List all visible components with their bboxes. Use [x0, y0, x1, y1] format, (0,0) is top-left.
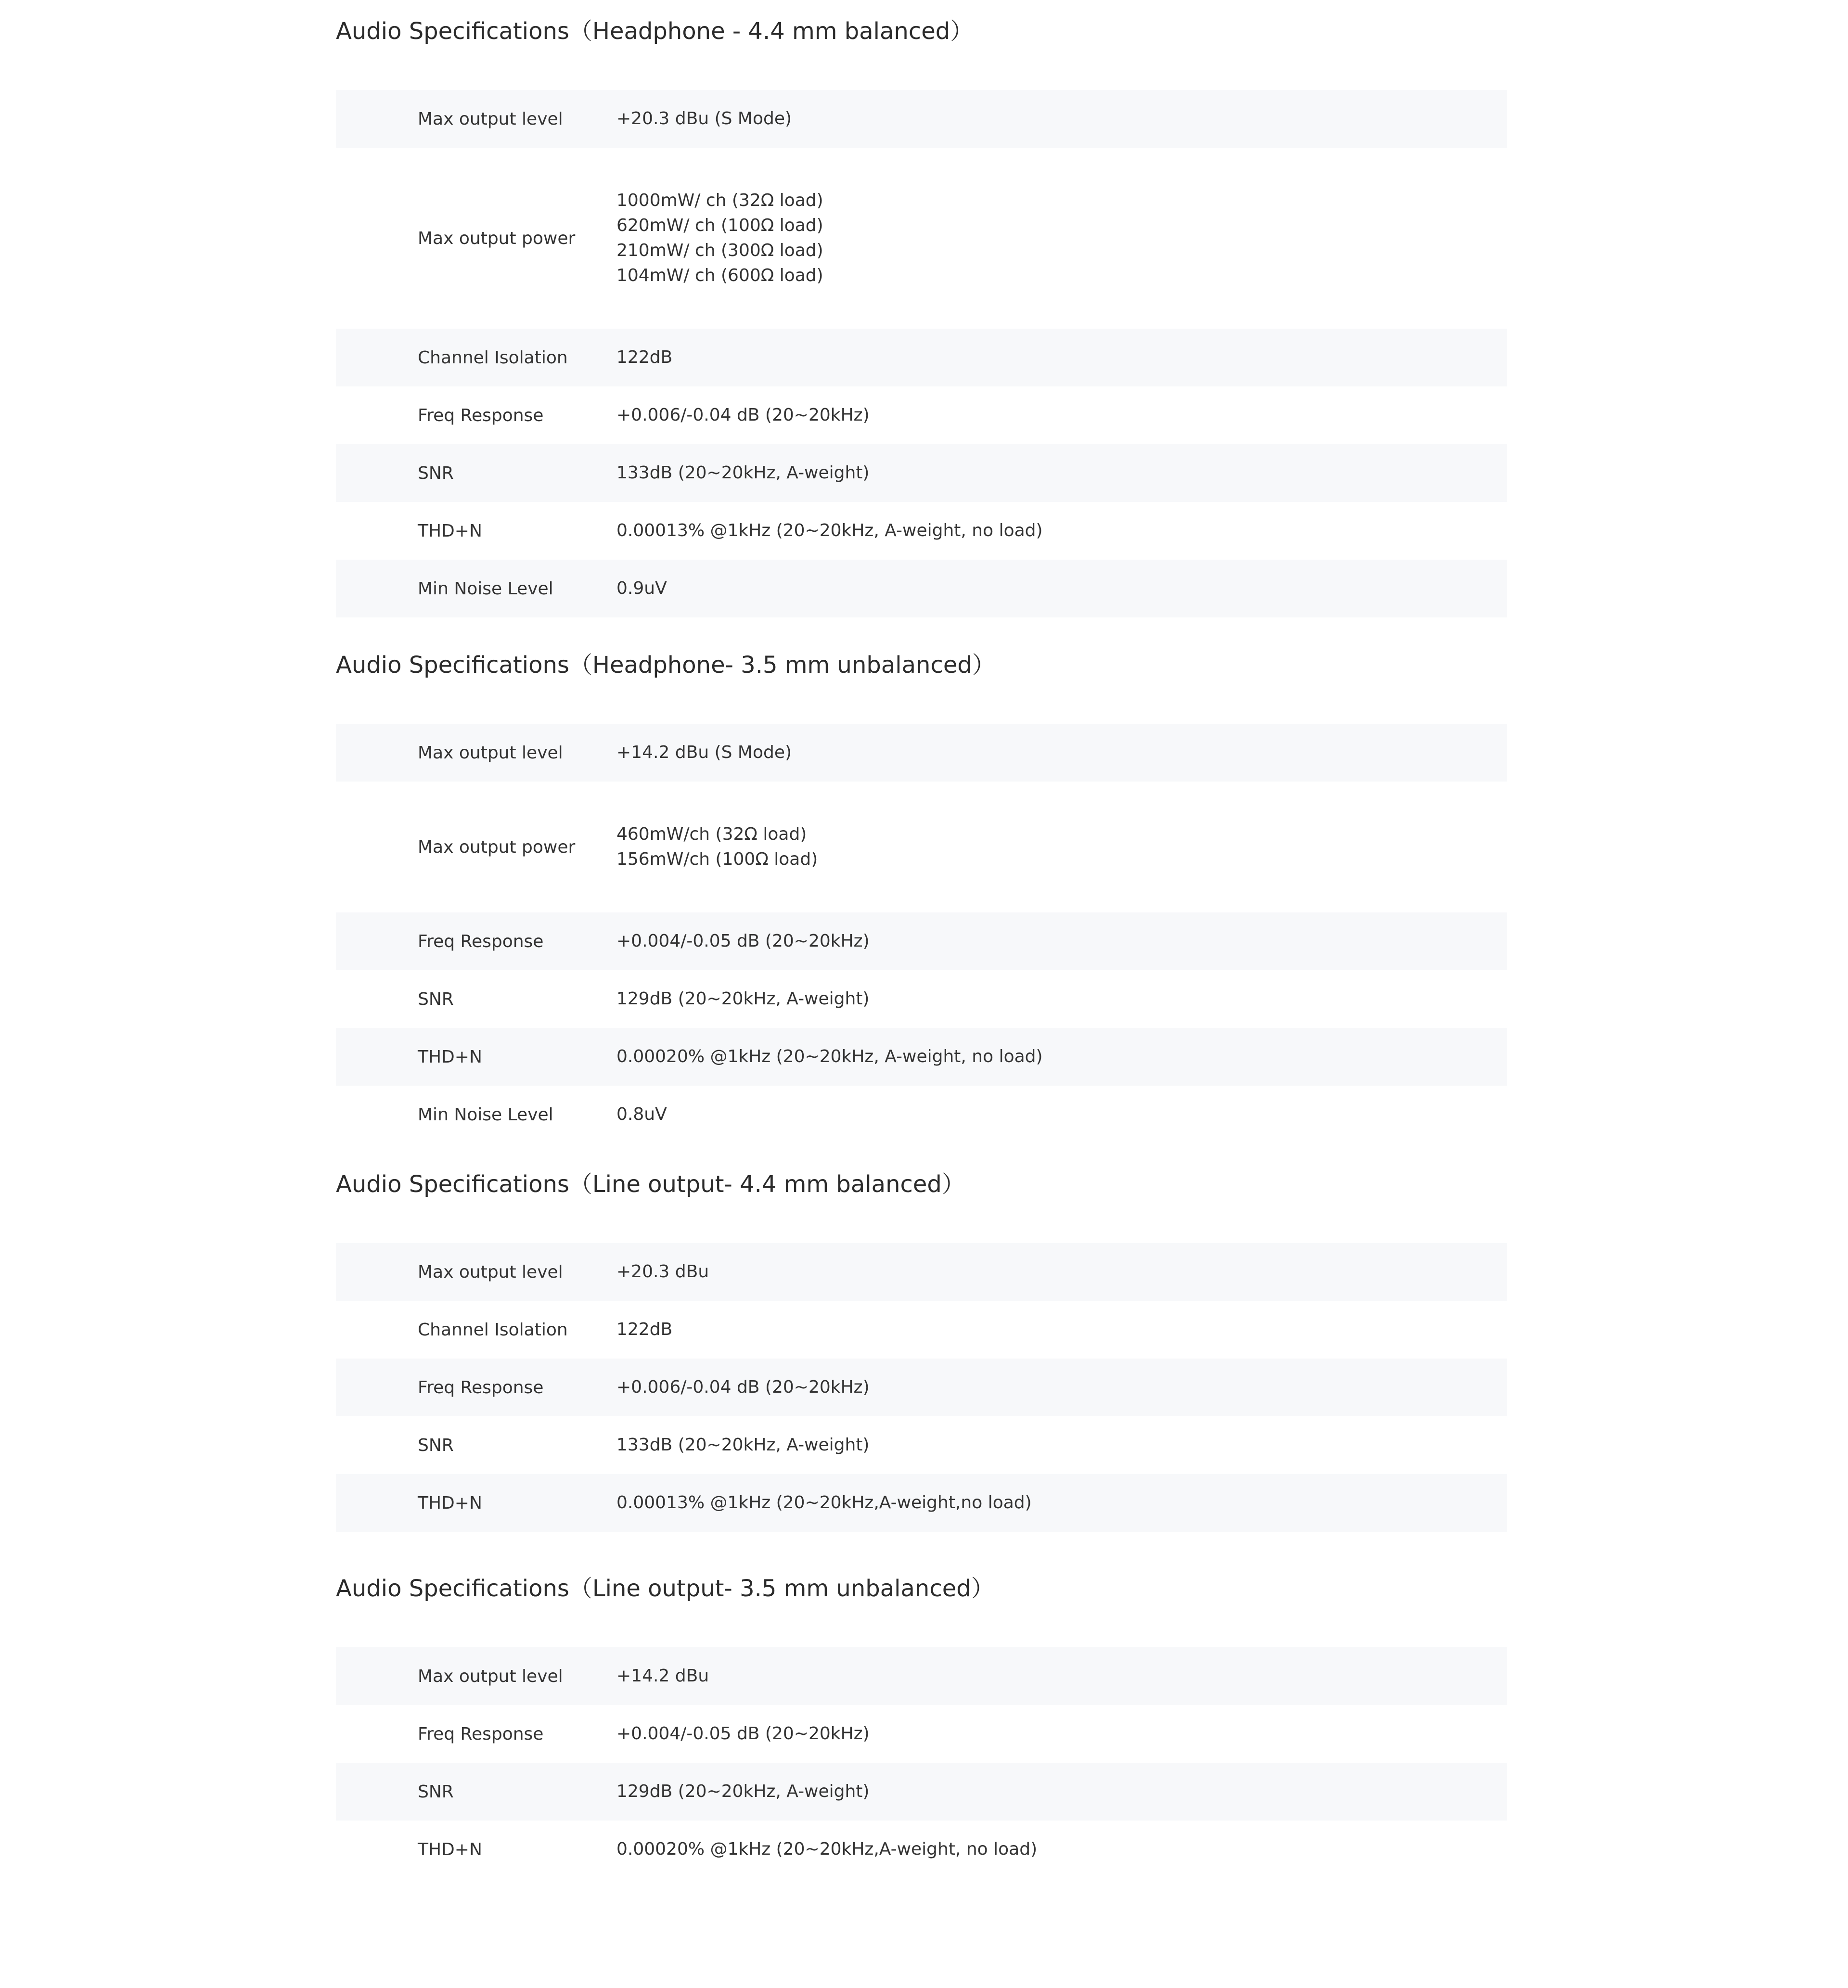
spec-row — [336, 1821, 1507, 1878]
spec-label: THD+N — [418, 521, 482, 541]
spec-label: SNR — [418, 1782, 454, 1802]
spec-value — [616, 1317, 672, 1342]
spec-value-line: 460mW/ch (32Ω load) — [616, 824, 807, 844]
spec-label: Freq Response — [418, 931, 544, 951]
spec-value-line: 620mW/ ch (100Ω load) — [616, 216, 823, 235]
spec-value — [616, 1044, 1043, 1069]
spec-row — [336, 912, 1507, 970]
spec-label: Min Noise Level — [418, 578, 553, 599]
spec-value-line: 0.00020% @1kHz (20~20kHz,A-weight, no load) — [616, 1839, 1038, 1859]
spec-value-line: +0.004/-0.05 dB (20~20kHz) — [616, 1724, 870, 1744]
spec-row — [336, 329, 1507, 386]
spec-value — [616, 1490, 1032, 1515]
spec-row — [336, 1647, 1507, 1705]
spec-row — [336, 386, 1507, 444]
spec-value — [616, 822, 818, 872]
spec-row — [336, 970, 1507, 1028]
spec-label: THD+N — [418, 1839, 482, 1860]
spec-table — [336, 1243, 1507, 1532]
section-title: Audio Specifications（Headphone- 3.5 mm unbalanced） — [336, 652, 995, 679]
spec-label: Max output level — [418, 1666, 563, 1686]
spec-row — [336, 1243, 1507, 1301]
spec-value-line: 129dB (20~20kHz, A-weight) — [616, 1782, 870, 1801]
spec-value — [616, 1259, 709, 1284]
spec-value-line: 210mW/ ch (300Ω load) — [616, 241, 823, 260]
spec-value-line: 129dB (20~20kHz, A-weight) — [616, 989, 870, 1009]
spec-row — [336, 782, 1507, 912]
spec-row — [336, 1301, 1507, 1359]
spec-label: Freq Response — [418, 405, 544, 425]
spec-label: THD+N — [418, 1493, 482, 1513]
spec-row — [336, 724, 1507, 782]
spec-value-line: 122dB — [616, 347, 673, 367]
spec-value-line: +20.3 dBu (S Mode) — [616, 109, 792, 128]
spec-row — [336, 1705, 1507, 1763]
spec-value-line: 0.00020% @1kHz (20~20kHz, A-weight, no load) — [616, 1047, 1043, 1066]
spec-value-line: +14.2 dBu (S Mode) — [616, 743, 792, 762]
spec-value — [616, 1433, 869, 1458]
spec-label: Max output power — [418, 837, 576, 857]
spec-row — [336, 1028, 1507, 1086]
section-title: Audio Specifications（Headphone - 4.4 mm balanced） — [336, 18, 974, 45]
spec-table — [336, 724, 1507, 1143]
spec-label: Channel Isolation — [418, 1320, 568, 1340]
spec-row — [336, 560, 1507, 617]
spec-value — [616, 929, 870, 954]
spec-row — [336, 1086, 1507, 1143]
spec-value — [616, 106, 792, 131]
spec-value — [616, 740, 792, 765]
spec-value-line: 0.8uV — [616, 1104, 667, 1124]
spec-value-line: 104mW/ ch (600Ω load) — [616, 266, 823, 285]
spec-label: Max output level — [418, 743, 563, 763]
spec-row — [336, 1763, 1507, 1821]
spec-label: Max output power — [418, 228, 576, 248]
spec-label: Freq Response — [418, 1377, 544, 1398]
spec-value-line: 0.9uV — [616, 578, 667, 598]
spec-value — [616, 987, 869, 1012]
spec-value-line: +0.004/-0.05 dB (20~20kHz) — [616, 931, 870, 951]
spec-value-line: 1000mW/ ch (32Ω load) — [616, 191, 823, 210]
spec-value-line: +14.2 dBu — [616, 1666, 709, 1686]
section-title: Audio Specifications（Line output- 3.5 mm unbalanced） — [336, 1575, 994, 1602]
spec-label: Freq Response — [418, 1724, 544, 1744]
spec-value — [616, 518, 1043, 543]
spec-row — [336, 1359, 1507, 1416]
spec-value-line: +0.006/-0.04 dB (20~20kHz) — [616, 405, 870, 425]
spec-row — [336, 90, 1507, 148]
spec-value-line: +20.3 dBu — [616, 1262, 709, 1282]
spec-value — [616, 576, 667, 601]
spec-label: THD+N — [418, 1047, 482, 1067]
spec-value — [616, 403, 870, 428]
spec-value-line: 0.00013% @1kHz (20~20kHz, A-weight, no load) — [616, 521, 1043, 540]
spec-row — [336, 1416, 1507, 1474]
spec-value — [616, 345, 672, 370]
spec-value-line: 133dB (20~20kHz, A-weight) — [616, 1435, 870, 1455]
spec-value — [616, 1721, 870, 1746]
section-title: Audio Specifications（Line output- 4.4 mm balanced） — [336, 1171, 965, 1198]
spec-value — [616, 1837, 1037, 1862]
spec-table — [336, 90, 1507, 617]
spec-table — [336, 1647, 1507, 1878]
spec-row — [336, 444, 1507, 502]
spec-value — [616, 1664, 709, 1689]
spec-value — [616, 1375, 870, 1400]
spec-value — [616, 1779, 869, 1804]
spec-value-line: 156mW/ch (100Ω load) — [616, 849, 818, 869]
spec-value-line: 122dB — [616, 1320, 673, 1339]
spec-value-line: 0.00013% @1kHz (20~20kHz,A-weight,no load) — [616, 1493, 1032, 1513]
spec-value-line: 133dB (20~20kHz, A-weight) — [616, 463, 870, 483]
spec-label: Min Noise Level — [418, 1104, 553, 1125]
spec-label: Max output level — [418, 1262, 563, 1282]
spec-label: SNR — [418, 463, 454, 483]
spec-value — [616, 1102, 667, 1127]
spec-value-line: +0.006/-0.04 dB (20~20kHz) — [616, 1377, 870, 1397]
spec-value — [616, 461, 869, 486]
spec-row — [336, 502, 1507, 560]
spec-label: SNR — [418, 1435, 454, 1455]
spec-label: Max output level — [418, 109, 563, 129]
spec-label: SNR — [418, 989, 454, 1009]
spec-value — [616, 188, 823, 288]
spec-label: Channel Isolation — [418, 347, 568, 368]
spec-row — [336, 1474, 1507, 1532]
spec-row — [336, 148, 1507, 329]
